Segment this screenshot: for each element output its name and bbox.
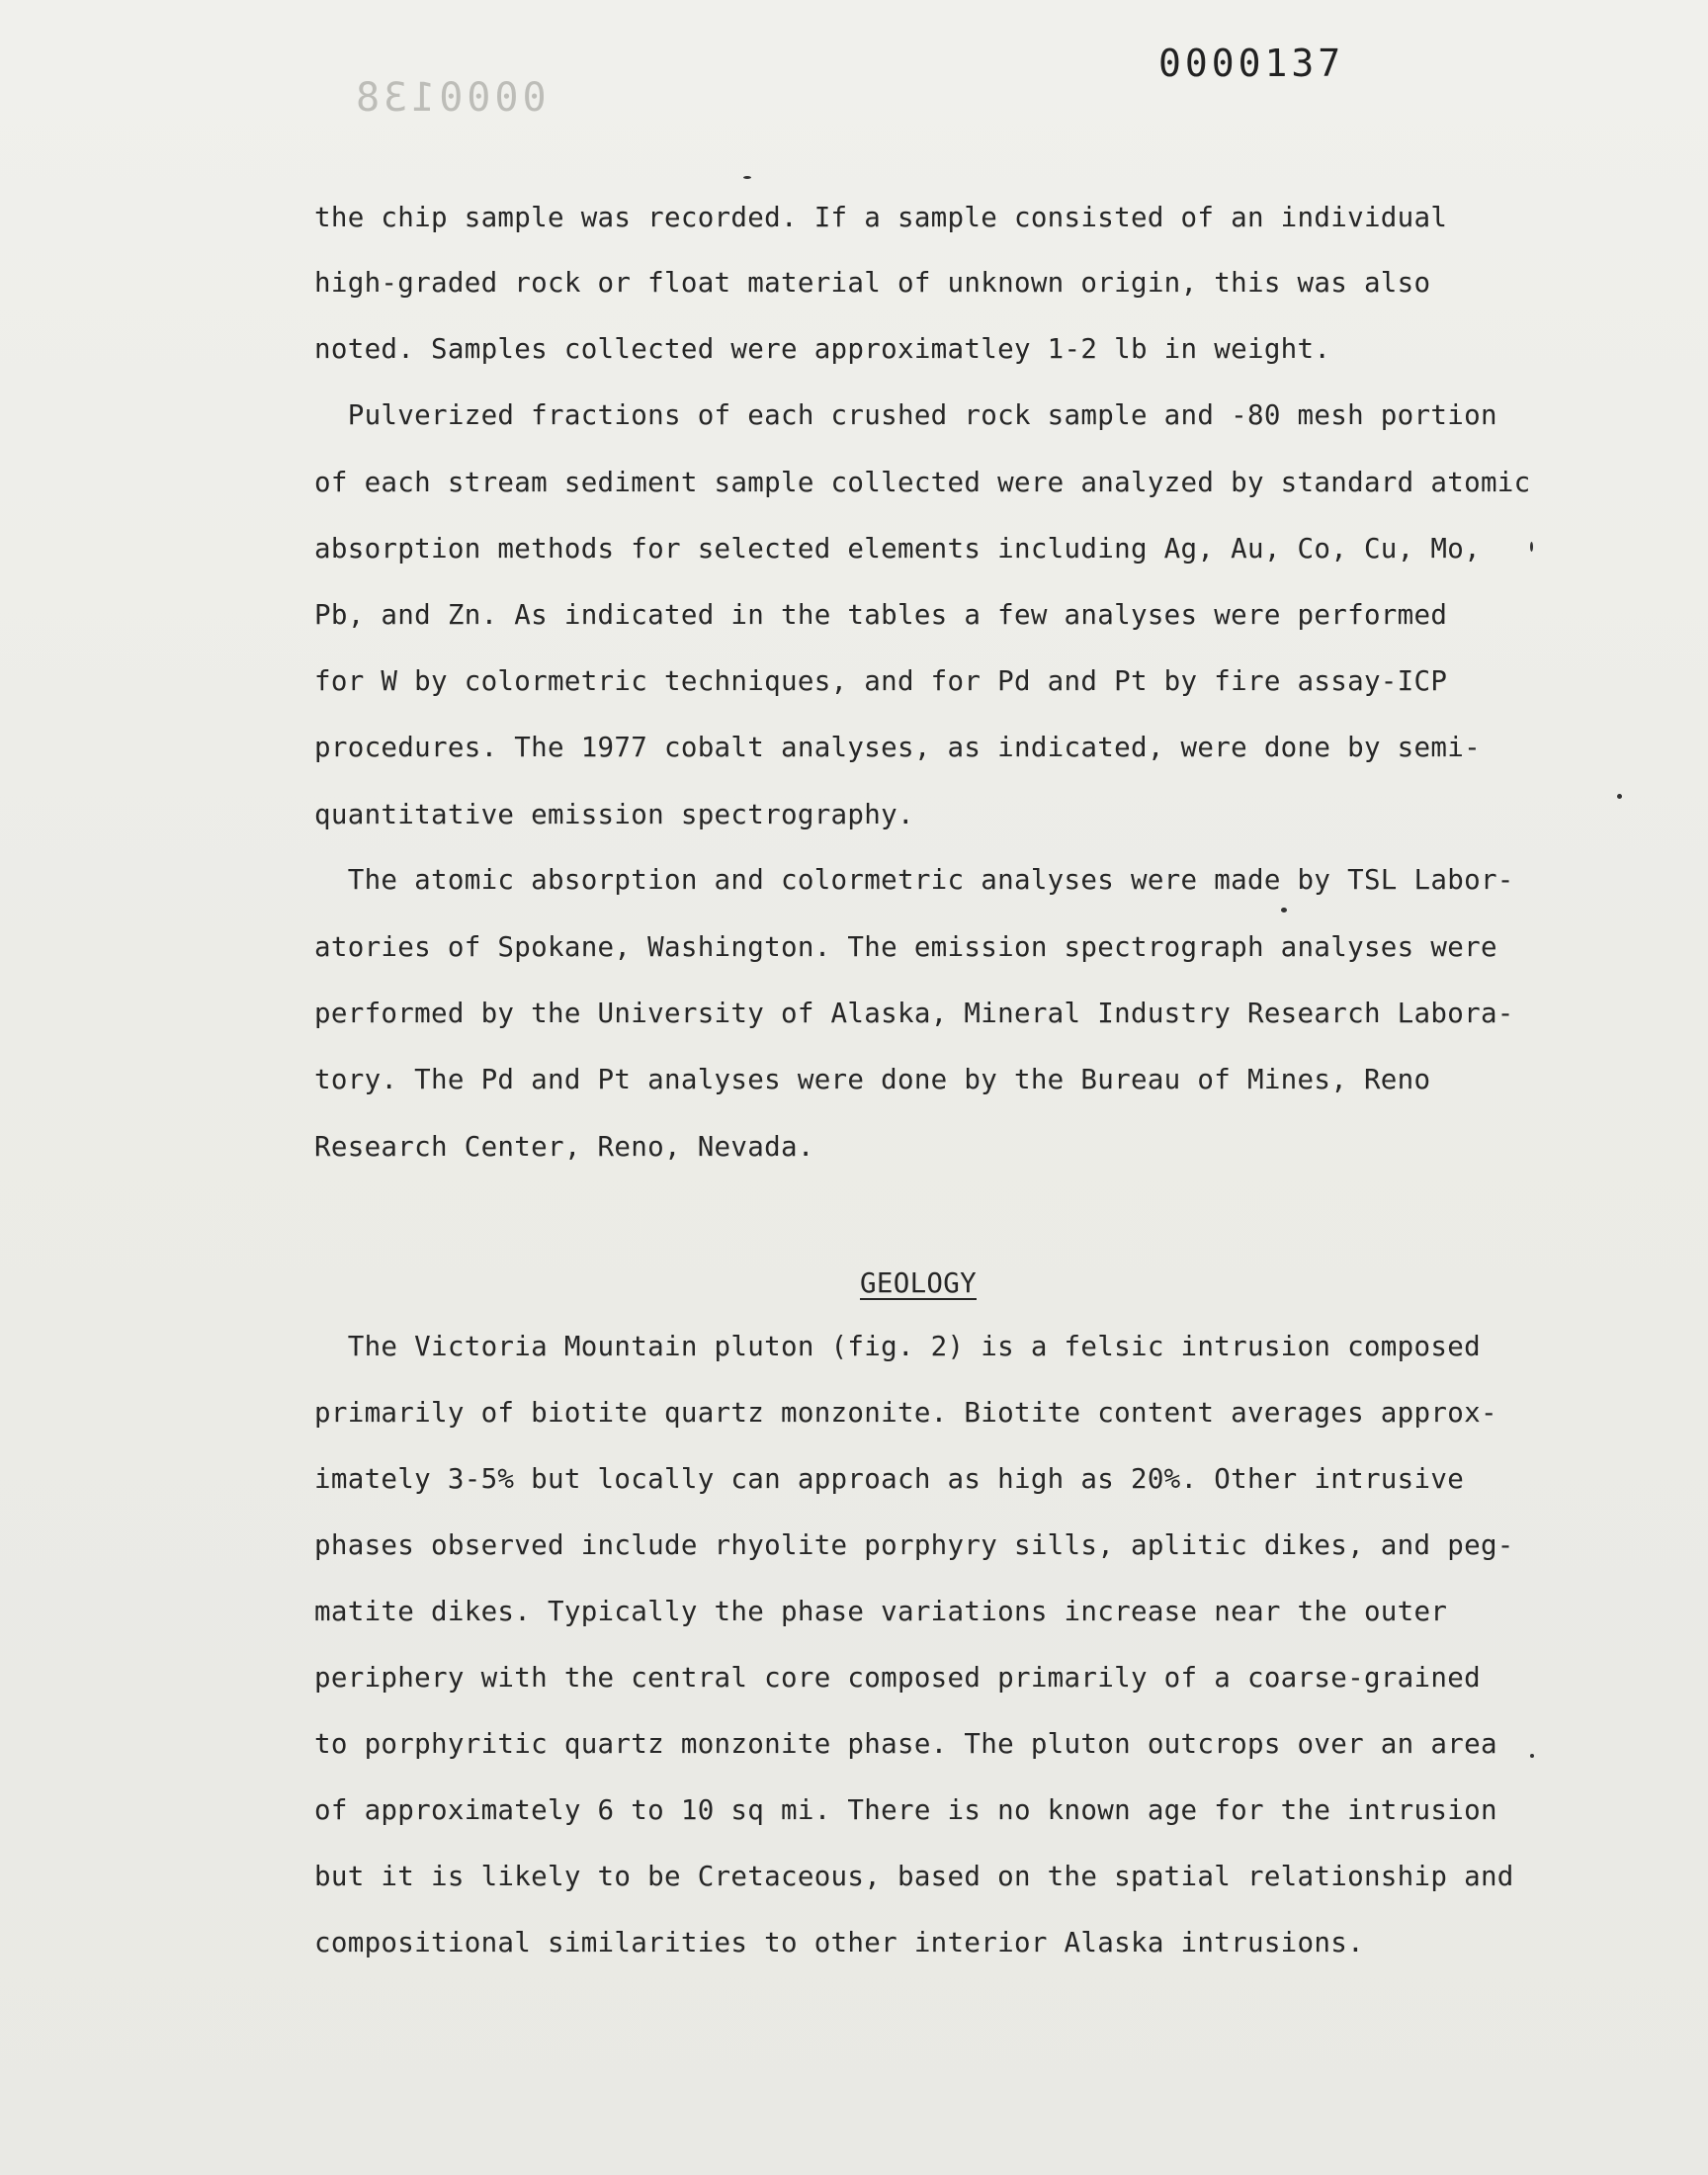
text-line: imately 3-5% but locally can approach as high as 20%. Other intrusive: [314, 1463, 1465, 1495]
scan-speck: [1281, 908, 1287, 913]
text-line: quantitative emission spectrography.: [314, 799, 914, 830]
text-line: to porphyritic quartz monzonite phase. The pluton outcrops over an area: [314, 1728, 1497, 1760]
scan-speck: [743, 176, 751, 179]
text-line: of approximately 6 to 10 sq mi. There is no known age for the intrusion: [314, 1794, 1497, 1826]
text-line: phases observed include rhyolite porphyry sills, aplitic dikes, and peg-: [314, 1529, 1514, 1561]
text-line: periphery with the central core composed primarily of a coarse-grained: [314, 1662, 1481, 1694]
text-line: Pulverized fractions of each crushed rock sample and -80 mesh portion: [314, 399, 1497, 431]
text-line: tory. The Pd and Pt analyses were done by the Bureau of Mines, Reno: [314, 1064, 1431, 1095]
text-line: atories of Spokane, Washington. The emission spectrograph analyses were: [314, 931, 1497, 963]
text-line: but it is likely to be Cretaceous, based on the spatial relationship and: [314, 1861, 1514, 1892]
text-line: high-graded rock or float material of unknown origin, this was also: [314, 267, 1431, 299]
text-line: Research Center, Reno, Nevada.: [314, 1131, 814, 1163]
section-heading-geology: GEOLOGY: [860, 1267, 977, 1299]
bleed-through-page-number: 0000138: [352, 75, 547, 121]
text-line: primarily of biotite quartz monzonite. Biotite content averages approx-: [314, 1397, 1497, 1429]
text-line: matite dikes. Typically the phase variations increase near the outer: [314, 1596, 1448, 1627]
text-line: absorption methods for selected elements including Ag, Au, Co, Cu, Mo,: [314, 533, 1481, 565]
text-line: performed by the University of Alaska, Mineral Industry Research Labora-: [314, 998, 1514, 1029]
text-line: The atomic absorption and colormetric analyses were made by TSL Labor-: [314, 864, 1514, 896]
text-line: compositional similarities to other interior Alaska intrusions.: [314, 1927, 1364, 1958]
text-line: Pb, and Zn. As indicated in the tables a few analyses were performed: [314, 599, 1448, 631]
text-line: of each stream sediment sample collected were analyzed by standard atomic: [314, 467, 1531, 498]
scan-speck: [1530, 542, 1533, 552]
text-line: for W by colormetric techniques, and for Pd and Pt by fire assay-ICP: [314, 665, 1448, 697]
text-line: procedures. The 1977 cobalt analyses, as indicated, were done by semi-: [314, 732, 1481, 763]
text-line: The Victoria Mountain pluton (fig. 2) is a felsic intrusion composed: [314, 1331, 1481, 1362]
scan-speck: [1617, 794, 1622, 799]
text-line: the chip sample was recorded. If a sample consisted of an individual: [314, 202, 1448, 233]
scan-speck: [1530, 1754, 1534, 1758]
text-line: noted. Samples collected were approximatley 1-2 lb in weight.: [314, 333, 1331, 365]
page-number: 0000137: [1158, 42, 1345, 85]
